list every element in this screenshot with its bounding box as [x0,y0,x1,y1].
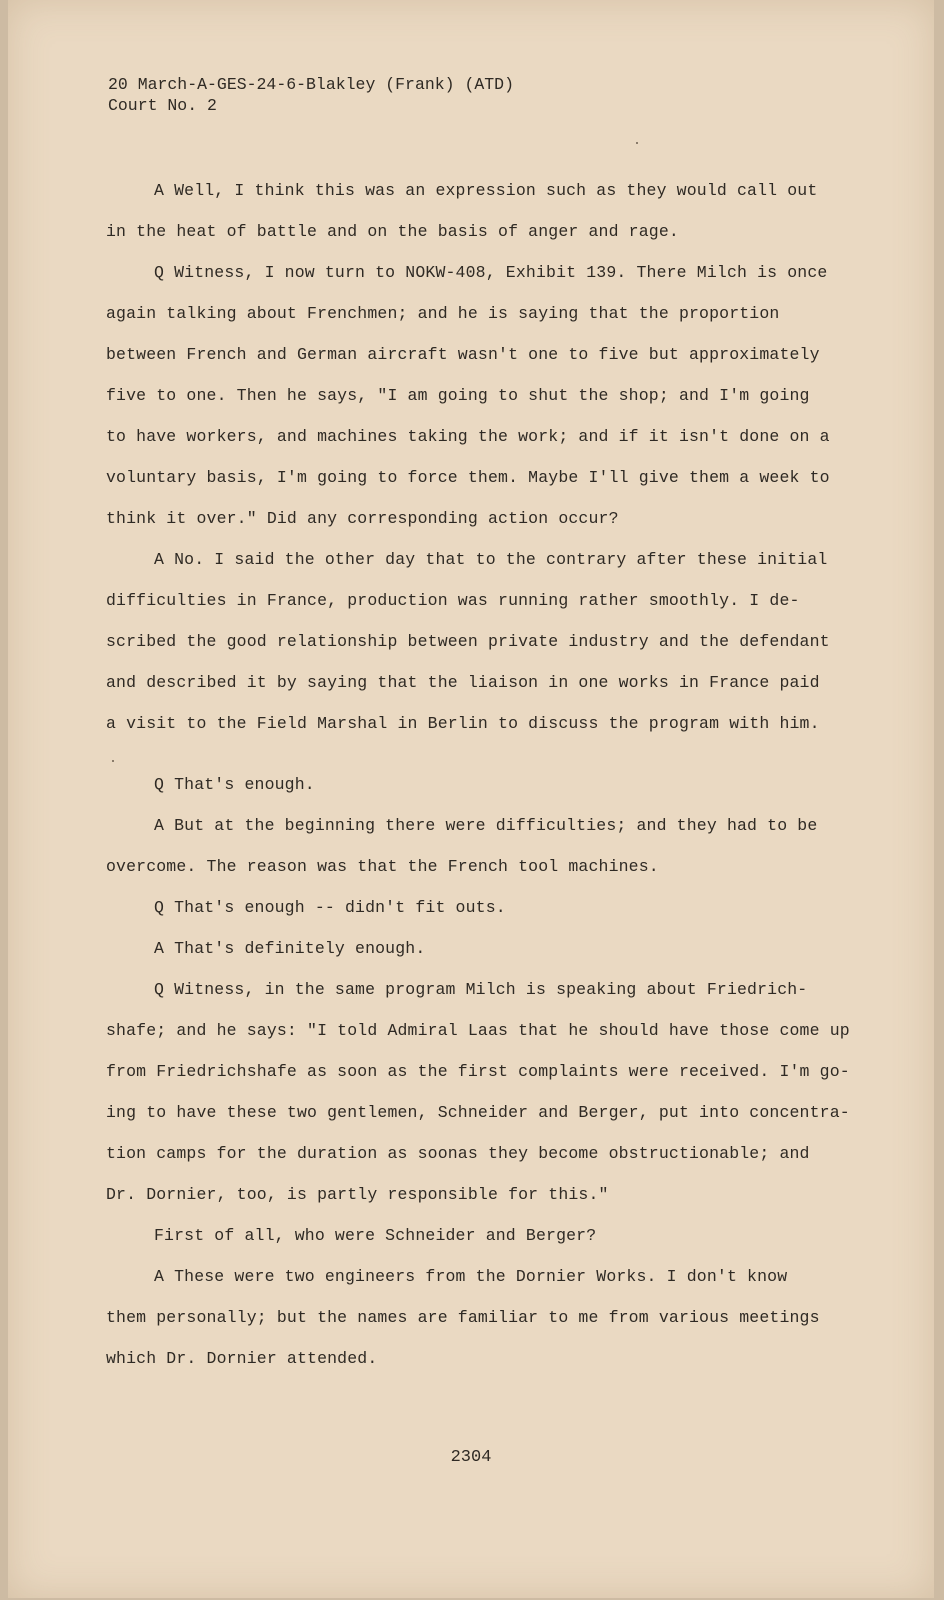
transcript-line: voluntary basis, I'm going to force them. Maybe I'll give them a week to [106,468,830,487]
paragraph-gap [106,744,854,764]
transcript-line: Q Witness, in the same program Milch is speaking about Friedrich- [154,980,808,999]
document-page [8,0,934,1598]
page-number: 2304 [450,1448,492,1467]
transcript-line: A These were two engineers from the Dornier Works. I don't know [154,1267,788,1286]
header-case-line: 20 March-A-GES-24-6-Blakley (Frank) (ATD) [108,75,514,94]
transcript-line: A No. I said the other day that to the contrary after these initial [154,550,828,569]
transcript-line: shafe; and he says: "I told Admiral Laas that he should have those come up [106,1021,850,1040]
transcript-line: tion camps for the duration as soonas they become obstructionable; and [106,1144,810,1163]
transcript-line: difficulties in France, production was running rather smoothly. I de- [106,591,800,610]
transcript-line: First of all, who were Schneider and Berger? [154,1226,597,1245]
transcript-line: a visit to the Field Marshal in Berlin to discuss the program with him. [106,714,820,733]
transcript-line: Q That's enough -- didn't fit outs. [154,898,506,917]
transcript-line: to have workers, and machines taking the work; and if it isn't done on a [106,427,830,446]
transcript-line: A That's definitely enough. [154,939,426,958]
transcript-line: in the heat of battle and on the basis of anger and rage. [106,222,679,241]
transcript-line: A Well, I think this was an expression such as they would call out [154,181,818,200]
transcript-line: overcome. The reason was that the French tool machines. [106,857,659,876]
transcript-line: Q Witness, I now turn to NOKW-408, Exhibit 139. There Milch is once [154,263,828,282]
transcript-line: five to one. Then he says, "I am going to shut the shop; and I'm going [106,386,810,405]
transcript-line: ing to have these two gentlemen, Schneider and Berger, put into concentra- [106,1103,850,1122]
transcript-body [106,170,854,1379]
stray-mark [636,142,638,144]
transcript-line: A But at the beginning there were difficulties; and they had to be [154,816,818,835]
transcript-line: think it over." Did any corresponding action occur? [106,509,619,528]
transcript-line: which Dr. Dornier attended. [106,1349,378,1368]
transcript-line: Q That's enough. [154,775,315,794]
transcript-line: Dr. Dornier, too, is partly responsible for this." [106,1185,609,1204]
transcript-line: and described it by saying that the liaison in one works in France paid [106,673,820,692]
transcript-line: between French and German aircraft wasn't one to five but approximately [106,345,820,364]
document-header [108,74,514,116]
header-court-line: Court No. 2 [108,96,217,115]
transcript-line: again talking about Frenchmen; and he is saying that the proportion [106,304,780,323]
transcript-line: from Friedrichshafe as soon as the first complaints were received. I'm go- [106,1062,850,1081]
transcript-line: them personally; but the names are familiar to me from various meetings [106,1308,820,1327]
stray-mark [112,760,114,762]
transcript-line: scribed the good relationship between private industry and the defendant [106,632,830,651]
